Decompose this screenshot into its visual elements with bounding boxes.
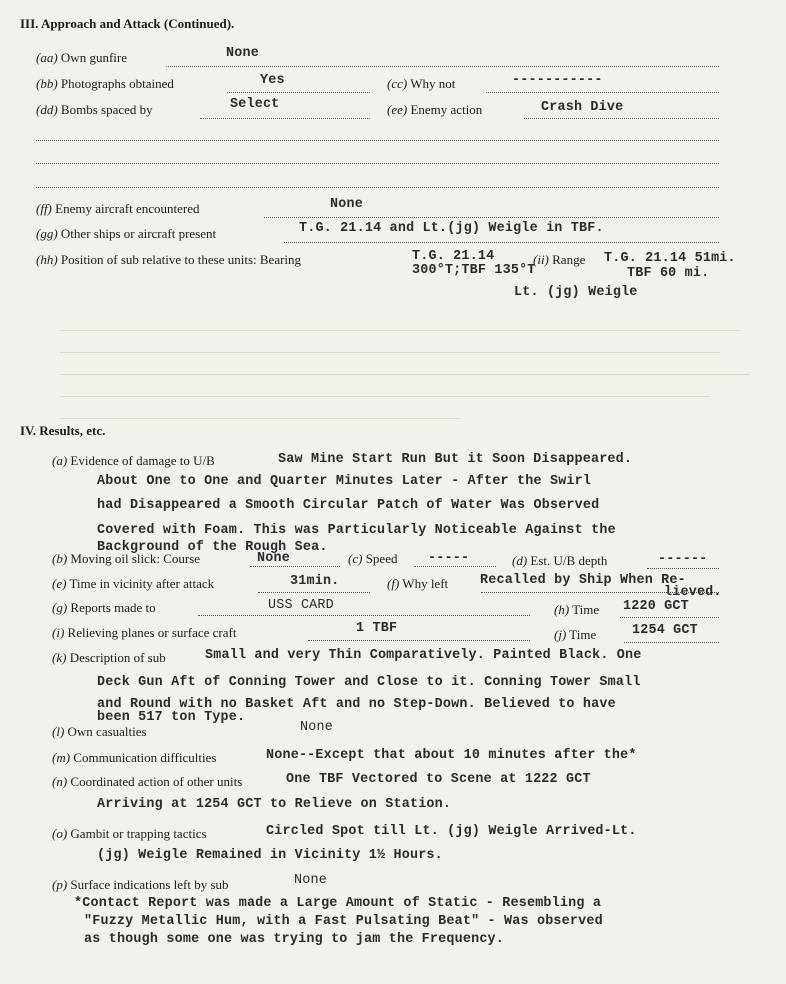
- p-label: (p) Surface indications left by sub: [52, 877, 229, 892]
- bb-value: Yes: [260, 73, 285, 88]
- ff-line: [264, 217, 719, 218]
- bleed-through-text: [290, 40, 293, 52]
- bleed-through-line: [60, 374, 750, 375]
- b-label: (b) Moving oil slick: Course: [52, 551, 201, 566]
- aa-label: (aa) Own gunfire: [36, 50, 127, 65]
- aa-value: None: [226, 46, 259, 61]
- dd-value: Select: [230, 97, 280, 112]
- e-label: (e) Time in vicinity after attack: [52, 576, 215, 591]
- bleed-through-line: [60, 396, 710, 397]
- bb-line: [227, 92, 370, 93]
- bleed-through-line: [60, 418, 460, 419]
- gg-label: (gg) Other ships or aircraft present: [36, 226, 217, 241]
- c-value: -----: [428, 551, 470, 566]
- a-label: (a) Evidence of damage to U/B: [52, 453, 215, 468]
- p-value: None: [294, 873, 327, 888]
- a-line4: Covered with Foam. This was Particularly Noticeable Against the: [97, 523, 616, 538]
- b-value: None: [257, 551, 290, 566]
- ii-range-line1: T.G. 21.14 51mi.: [604, 251, 736, 266]
- ff-value: None: [330, 197, 363, 212]
- a-line1: Saw Mine Start Run But it Soon Disappeared.: [278, 452, 633, 467]
- cc-line: [486, 92, 719, 93]
- j-label: (j) Time: [554, 627, 597, 642]
- i-line: [308, 640, 530, 641]
- a-line3: had Disappeared a Smooth Circular Patch of Water Was Observed: [97, 498, 600, 513]
- blank-line: [36, 140, 719, 141]
- gg-value: T.G. 21.14 and Lt.(jg) Weigle in TBF.: [299, 221, 604, 236]
- bleed-through-line: [60, 330, 740, 331]
- n-line1: One TBF Vectored to Scene at 1222 GCT: [286, 772, 591, 787]
- d-line: [647, 568, 719, 569]
- hh-label: (hh) Position of sub relative to these units: Bearing: [36, 252, 302, 267]
- i-value: 1 TBF: [356, 621, 398, 636]
- cc-value: -----------: [512, 73, 603, 88]
- gg-line: [284, 242, 719, 243]
- m-label: (m) Communication difficulties: [52, 750, 217, 765]
- g-value: USS CARD: [268, 598, 334, 613]
- blank-line: [36, 187, 719, 188]
- hh-bearing-line2: 300°T;TBF 135°T: [412, 263, 536, 278]
- h-value: 1220 GCT: [623, 599, 689, 614]
- e-line: [258, 592, 370, 593]
- l-label: (l) Own casualties: [52, 724, 147, 739]
- ee-label: (ee) Enemy action: [387, 102, 483, 117]
- section-4-title: IV. Results, etc.: [20, 423, 106, 438]
- ii-label: (ii) Range: [533, 252, 586, 267]
- n-label: (n) Coordinated action of other units: [52, 774, 243, 789]
- d-label: (d) Est. U/B depth: [512, 553, 608, 568]
- j-line: [624, 642, 719, 643]
- k-line3: and Round with no Basket Aft and no Step-Down. Believed to have: [97, 697, 616, 712]
- p-note1: *Contact Report was made a Large Amount of Static - Resembling a: [74, 896, 602, 911]
- section-3-title: III. Approach and Attack (Continued).: [20, 16, 235, 31]
- cc-label: (cc) Why not: [387, 76, 456, 91]
- bleed-through-line: [60, 352, 720, 353]
- o-label: (o) Gambit or trapping tactics: [52, 826, 207, 841]
- a-line2: About One to One and Quarter Minutes Later - After the Swirl: [97, 474, 592, 489]
- j-value: 1254 GCT: [632, 623, 698, 638]
- g-line: [198, 615, 530, 616]
- m-value: None--Except that about 10 minutes after the*: [266, 748, 637, 763]
- ii-range-line2: TBF 60 mi.: [627, 266, 710, 281]
- k-line1: Small and very Thin Comparatively. Painted Black. One: [205, 648, 642, 663]
- blank-line: [36, 163, 719, 164]
- dd-line: [200, 118, 370, 119]
- k-line2: Deck Gun Aft of Conning Tower and Close to it. Conning Tower Small: [97, 675, 641, 690]
- c-label: (c) Speed: [348, 551, 398, 566]
- i-label: (i) Relieving planes or surface craft: [52, 625, 237, 640]
- h-label: (h) Time: [554, 602, 600, 617]
- f-label: (f) Why left: [387, 576, 449, 591]
- hh-line3: Lt. (jg) Weigle: [514, 285, 638, 300]
- a-line5: Background of the Rough Sea.: [97, 540, 328, 555]
- o-line1: Circled Spot till Lt. (jg) Weigle Arrived-Lt.: [266, 824, 637, 839]
- c-line: [414, 566, 496, 567]
- aa-line: [166, 66, 719, 67]
- ee-line: [524, 118, 719, 119]
- h-line: [620, 617, 719, 618]
- e-value: 31min.: [290, 574, 340, 589]
- ff-label: (ff) Enemy aircraft encountered: [36, 201, 200, 216]
- k-line4: been 517 ton Type.: [97, 710, 246, 725]
- d-value: ------: [658, 552, 708, 567]
- f-line2: lieved.: [664, 585, 722, 600]
- o-line2: (jg) Weigle Remained in Vicinity 1½ Hours.: [97, 848, 443, 863]
- bb-label: (bb) Photographs obtained: [36, 76, 174, 91]
- n-line2: Arriving at 1254 GCT to Relieve on Station.: [97, 797, 452, 812]
- g-label: (g) Reports made to: [52, 600, 156, 615]
- ee-value: Crash Dive: [541, 100, 624, 115]
- p-note2: "Fuzzy Metallic Hum, with a Fast Pulsating Beat" - Was observed: [84, 914, 603, 929]
- hh-bearing-line1: T.G. 21.14: [412, 249, 495, 264]
- f-line1: Recalled by Ship When Re-: [480, 573, 686, 588]
- l-value: None: [300, 720, 333, 735]
- p-note3: as though some one was trying to jam the Frequency.: [84, 932, 505, 947]
- b-line: [250, 566, 340, 567]
- dd-label: (dd) Bombs spaced by: [36, 102, 153, 117]
- k-label: (k) Description of sub: [52, 650, 166, 665]
